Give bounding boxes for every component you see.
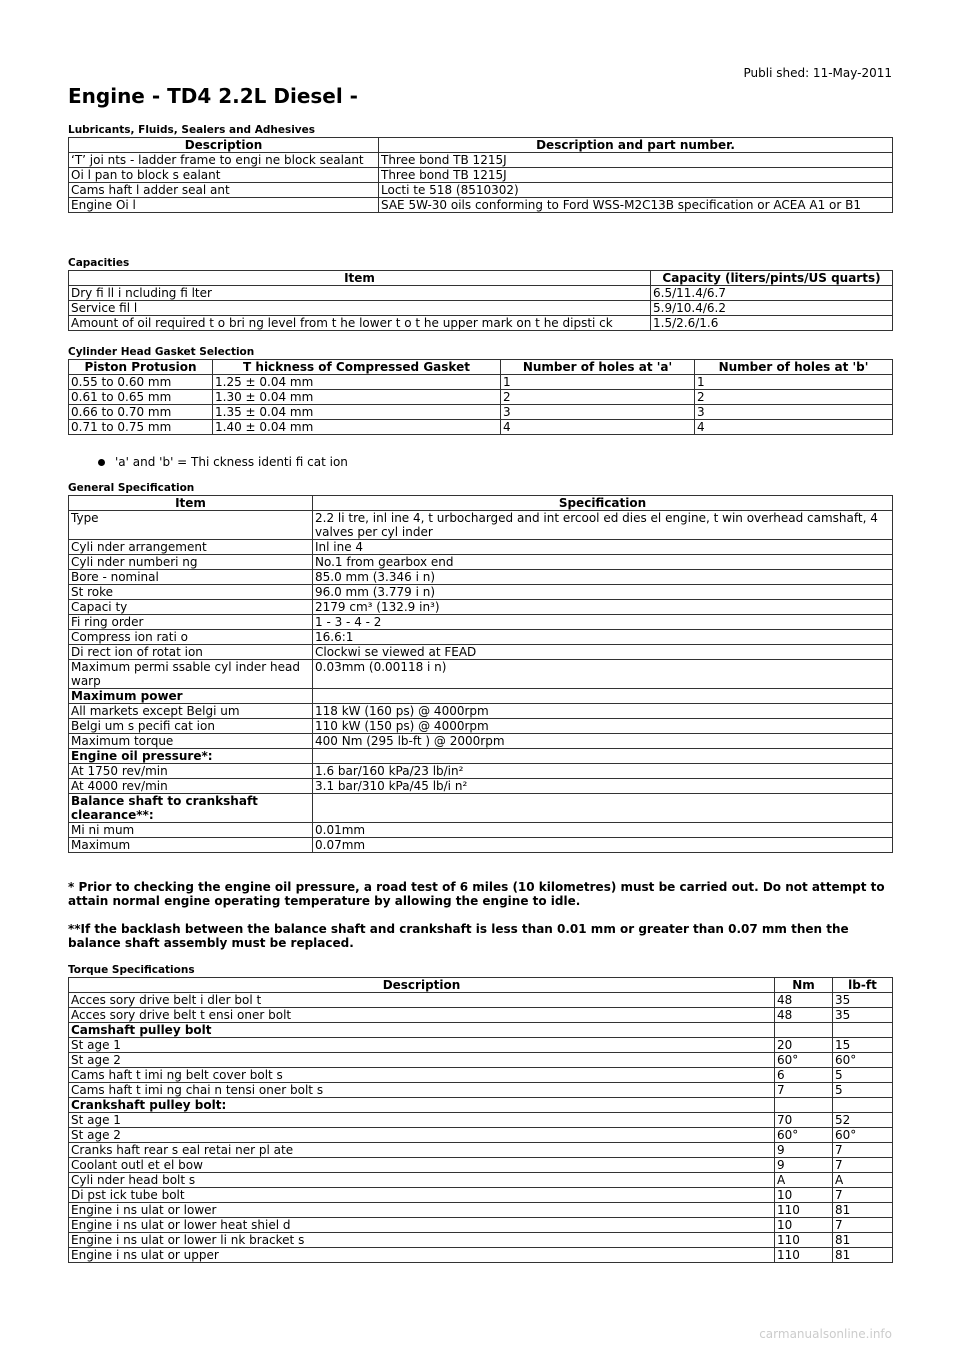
table-cell: 2: [501, 390, 695, 405]
table-cell: 16.6:1: [313, 630, 893, 645]
table-cell: 81: [833, 1203, 893, 1218]
table-row: [69, 153, 893, 168]
table-cell: 60°: [833, 1128, 893, 1143]
column-header: Description: [69, 138, 379, 153]
table-row: [69, 555, 893, 570]
table-cell: 4: [695, 420, 893, 435]
column-header: T hickness of Compressed Gasket: [213, 360, 501, 375]
table-row: [69, 301, 893, 316]
table-row: [69, 630, 893, 645]
general-spec-table: [68, 495, 893, 853]
table-cell: 60°: [833, 1053, 893, 1068]
table-row: [69, 1008, 893, 1023]
table-cell: Service fil l: [69, 301, 651, 316]
table-cell: St age 1: [69, 1038, 775, 1053]
table-cell: 1.5/2.6/1.6: [651, 316, 893, 331]
capacities-table: [68, 270, 893, 331]
oil-pressure-note: * Prior to checking the engine oil pressure, a road test of 6 miles (10 kilometres) must be carried out. Do not attempt to attain normal engine operating temperature by allowing the engine to idle.: [68, 880, 885, 908]
table-cell: 1.35 ± 0.04 mm: [213, 405, 501, 420]
table-row: [69, 615, 893, 630]
table-cell: [313, 689, 893, 704]
table-row: [69, 794, 893, 823]
table-cell: Three bond TB 1215J: [379, 168, 893, 183]
table-cell: Clockwi se viewed at FEAD: [313, 645, 893, 660]
table-row: [69, 1233, 893, 1248]
table-cell: Oi l pan to block s ealant: [69, 168, 379, 183]
table-cell: Fi ring order: [69, 615, 313, 630]
column-header: Specification: [313, 496, 893, 511]
table-cell: 15: [833, 1038, 893, 1053]
column-header: lb-ft: [833, 978, 893, 993]
table-cell: [775, 1023, 833, 1038]
table-row: [69, 993, 893, 1008]
table-cell: 1.6 bar/160 kPa/23 lb/in²: [313, 764, 893, 779]
table-cell: 7: [775, 1083, 833, 1098]
table-cell: 52: [833, 1113, 893, 1128]
table-cell: 7: [833, 1188, 893, 1203]
table-row: [69, 198, 893, 213]
table-cell: Belgi um s pecifi cat ion: [69, 719, 313, 734]
table-row: [69, 405, 893, 420]
table-cell: 110: [775, 1248, 833, 1263]
table-cell: 0.71 to 0.75 mm: [69, 420, 213, 435]
table-row: [69, 1128, 893, 1143]
table-cell: 7: [833, 1218, 893, 1233]
table-cell: 0.61 to 0.65 mm: [69, 390, 213, 405]
table-cell: 81: [833, 1233, 893, 1248]
table-row: [69, 286, 893, 301]
table-cell: 1.30 ± 0.04 mm: [213, 390, 501, 405]
table-cell: St roke: [69, 585, 313, 600]
torque-table: [68, 977, 893, 1263]
table-cell: Engine i ns ulat or lower li nk bracket s: [69, 1233, 775, 1248]
table-row: [69, 1083, 893, 1098]
lubricants-heading: Lubricants, Fluids, Sealers and Adhesives: [68, 124, 316, 136]
table-row: [69, 585, 893, 600]
table-row: [69, 1023, 893, 1038]
table-row: [69, 511, 893, 540]
table-row: [69, 764, 893, 779]
table-cell: Locti te 518 (8510302): [379, 183, 893, 198]
table-cell: 48: [775, 993, 833, 1008]
table-cell: Bore - nominal: [69, 570, 313, 585]
table-cell: Maximum permi ssable cyl inder head warp: [69, 660, 313, 689]
table-cell: 2: [695, 390, 893, 405]
table-cell: Balance shaft to crankshaft clearance**:: [69, 794, 313, 823]
table-cell: 85.0 mm (3.346 i n): [313, 570, 893, 585]
torque-heading: Torque Specifications: [68, 964, 195, 976]
bullet-icon: [98, 459, 105, 466]
table-cell: At 1750 rev/min: [69, 764, 313, 779]
table-row: [69, 600, 893, 615]
table-cell: 60°: [775, 1053, 833, 1068]
gasket-heading: Cylinder Head Gasket Selection: [68, 346, 255, 358]
table-cell: Engine i ns ulat or upper: [69, 1248, 775, 1263]
table-row: [69, 1143, 893, 1158]
table-cell: 9: [775, 1158, 833, 1173]
table-row: [69, 1218, 893, 1233]
table-row: [69, 645, 893, 660]
table-cell: 5: [833, 1068, 893, 1083]
gasket-bullet-note: 'a' and 'b' = Thi ckness identi fi cat ion: [98, 455, 348, 469]
table-cell: 0.03mm (0.00118 i n): [313, 660, 893, 689]
table-cell: Cranks haft rear s eal retai ner pl ate: [69, 1143, 775, 1158]
table-cell: Type: [69, 511, 313, 540]
table-cell: 48: [775, 1008, 833, 1023]
table-cell: [313, 749, 893, 764]
table-row: [69, 316, 893, 331]
table-cell: 3.1 bar/310 kPa/45 lb/i n²: [313, 779, 893, 794]
table-cell: 2179 cm³ (132.9 in³): [313, 600, 893, 615]
table-row: [69, 660, 893, 689]
header-row: [69, 496, 893, 511]
table-cell: 110: [775, 1233, 833, 1248]
table-cell: Three bond TB 1215J: [379, 153, 893, 168]
table-cell: 20: [775, 1038, 833, 1053]
column-header: Item: [69, 271, 651, 286]
table-row: [69, 1173, 893, 1188]
table-cell: Compress ion rati o: [69, 630, 313, 645]
table-cell: 10: [775, 1218, 833, 1233]
table-cell: 400 Nm (295 lb-ft ) @ 2000rpm: [313, 734, 893, 749]
table-cell: 5.9/10.4/6.2: [651, 301, 893, 316]
table-cell: Engine oil pressure*:: [69, 749, 313, 764]
table-cell: [833, 1023, 893, 1038]
table-row: [69, 719, 893, 734]
table-cell: Cyli nder arrangement: [69, 540, 313, 555]
table-cell: Cams haft t imi ng chai n tensi oner bolt s: [69, 1083, 775, 1098]
table-cell: St age 1: [69, 1113, 775, 1128]
table-cell: 5: [833, 1083, 893, 1098]
table-cell: 0.66 to 0.70 mm: [69, 405, 213, 420]
table-row: [69, 823, 893, 838]
table-cell: 110 kW (150 ps) @ 4000rpm: [313, 719, 893, 734]
table-row: [69, 704, 893, 719]
table-row: [69, 1068, 893, 1083]
column-header: Number of holes at 'b': [695, 360, 893, 375]
table-cell: [313, 794, 893, 823]
table-cell: Cams haft t imi ng belt cover bolt s: [69, 1068, 775, 1083]
header-row: [69, 978, 893, 993]
table-row: [69, 838, 893, 853]
table-cell: SAE 5W-30 oils conforming to Ford WSS-M2C13B specification or ACEA A1 or B1: [379, 198, 893, 213]
column-header: Description and part number.: [379, 138, 893, 153]
table-row: [69, 1098, 893, 1113]
table-cell: 70: [775, 1113, 833, 1128]
table-row: [69, 540, 893, 555]
capacities-heading: Capacities: [68, 257, 130, 269]
table-cell: 1: [501, 375, 695, 390]
column-header: Nm: [775, 978, 833, 993]
table-row: [69, 734, 893, 749]
table-cell: 7: [833, 1158, 893, 1173]
table-cell: [775, 1098, 833, 1113]
table-cell: At 4000 rev/min: [69, 779, 313, 794]
table-cell: ‘T’ joi nts - ladder frame to engi ne block sealant: [69, 153, 379, 168]
table-cell: A: [833, 1173, 893, 1188]
table-cell: Acces sory drive belt i dler bol t: [69, 993, 775, 1008]
table-cell: 1 - 3 - 4 - 2: [313, 615, 893, 630]
table-cell: 35: [833, 1008, 893, 1023]
table-cell: Di pst ick tube bolt: [69, 1188, 775, 1203]
gasket-table: [68, 359, 893, 435]
table-cell: 1.25 ± 0.04 mm: [213, 375, 501, 390]
table-cell: 35: [833, 993, 893, 1008]
table-row: [69, 375, 893, 390]
table-cell: Di rect ion of rotat ion: [69, 645, 313, 660]
table-cell: A: [775, 1173, 833, 1188]
table-cell: All markets except Belgi um: [69, 704, 313, 719]
table-cell: Mi ni mum: [69, 823, 313, 838]
table-cell: 118 kW (160 ps) @ 4000rpm: [313, 704, 893, 719]
table-cell: 9: [775, 1143, 833, 1158]
header-row: [69, 271, 893, 286]
table-cell: Amount of oil required t o bri ng level from t he lower t o t he upper mark on t he dipsti ck: [69, 316, 651, 331]
table-cell: Maximum: [69, 838, 313, 853]
table-row: [69, 1038, 893, 1053]
table-row: [69, 420, 893, 435]
table-cell: 96.0 mm (3.779 i n): [313, 585, 893, 600]
table-cell: 7: [833, 1143, 893, 1158]
table-cell: [833, 1098, 893, 1113]
table-cell: 1.40 ± 0.04 mm: [213, 420, 501, 435]
table-cell: No.1 from gearbox end: [313, 555, 893, 570]
table-cell: Cyli nder numberi ng: [69, 555, 313, 570]
table-row: [69, 1203, 893, 1218]
table-cell: Camshaft pulley bolt: [69, 1023, 775, 1038]
column-header: Capacity (liters/pints/US quarts): [651, 271, 893, 286]
page-title: Engine - TD4 2.2L Diesel -: [68, 84, 358, 108]
table-row: [69, 1053, 893, 1068]
table-row: [69, 1248, 893, 1263]
table-row: [69, 779, 893, 794]
table-cell: 3: [695, 405, 893, 420]
general-heading: General Specification: [68, 482, 195, 494]
table-row: [69, 1158, 893, 1173]
table-cell: Engine i ns ulat or lower heat shiel d: [69, 1218, 775, 1233]
table-cell: Capaci ty: [69, 600, 313, 615]
column-header: Description: [69, 978, 775, 993]
column-header: Item: [69, 496, 313, 511]
table-cell: St age 2: [69, 1128, 775, 1143]
table-cell: 0.07mm: [313, 838, 893, 853]
header-row: [69, 138, 893, 153]
watermark-text: carmanualsonline.info: [759, 1327, 892, 1341]
table-cell: 110: [775, 1203, 833, 1218]
table-cell: 0.01mm: [313, 823, 893, 838]
table-row: [69, 390, 893, 405]
table-cell: Cyli nder head bolt s: [69, 1173, 775, 1188]
table-cell: Cams haft l adder seal ant: [69, 183, 379, 198]
table-cell: 60°: [775, 1128, 833, 1143]
table-cell: Inl ine 4: [313, 540, 893, 555]
balance-shaft-note: **If the backlash between the balance shaft and crankshaft is less than 0.01 mm or greater than 0.07 mm then the balance shaft assembly must be replaced.: [68, 922, 849, 950]
table-cell: 2.2 li tre, inl ine 4, t urbocharged and int ercool ed dies el engine, t win overhead camshaft, 4 valves per cyl inder: [313, 511, 893, 540]
table-cell: 4: [501, 420, 695, 435]
table-cell: 10: [775, 1188, 833, 1203]
table-cell: 6: [775, 1068, 833, 1083]
table-cell: Engine Oi l: [69, 198, 379, 213]
table-cell: St age 2: [69, 1053, 775, 1068]
table-row: [69, 749, 893, 764]
table-row: [69, 168, 893, 183]
table-row: [69, 570, 893, 585]
table-cell: 3: [501, 405, 695, 420]
table-cell: Dry fi ll i ncluding fi lter: [69, 286, 651, 301]
table-cell: 6.5/11.4/6.7: [651, 286, 893, 301]
header-row: [69, 360, 893, 375]
table-cell: Acces sory drive belt t ensi oner bolt: [69, 1008, 775, 1023]
table-cell: Engine i ns ulat or lower: [69, 1203, 775, 1218]
published-date: Publi shed: 11-May-2011: [743, 66, 892, 80]
column-header: Number of holes at 'a': [501, 360, 695, 375]
table-cell: Maximum power: [69, 689, 313, 704]
column-header: Piston Protusion: [69, 360, 213, 375]
table-cell: Coolant outl et el bow: [69, 1158, 775, 1173]
table-cell: Maximum torque: [69, 734, 313, 749]
table-cell: 0.55 to 0.60 mm: [69, 375, 213, 390]
table-row: [69, 1188, 893, 1203]
table-row: [69, 183, 893, 198]
table-cell: Crankshaft pulley bolt:: [69, 1098, 775, 1113]
table-cell: 1: [695, 375, 893, 390]
table-row: [69, 1113, 893, 1128]
lubricants-table: [68, 137, 893, 213]
table-row: [69, 689, 893, 704]
table-cell: 81: [833, 1248, 893, 1263]
